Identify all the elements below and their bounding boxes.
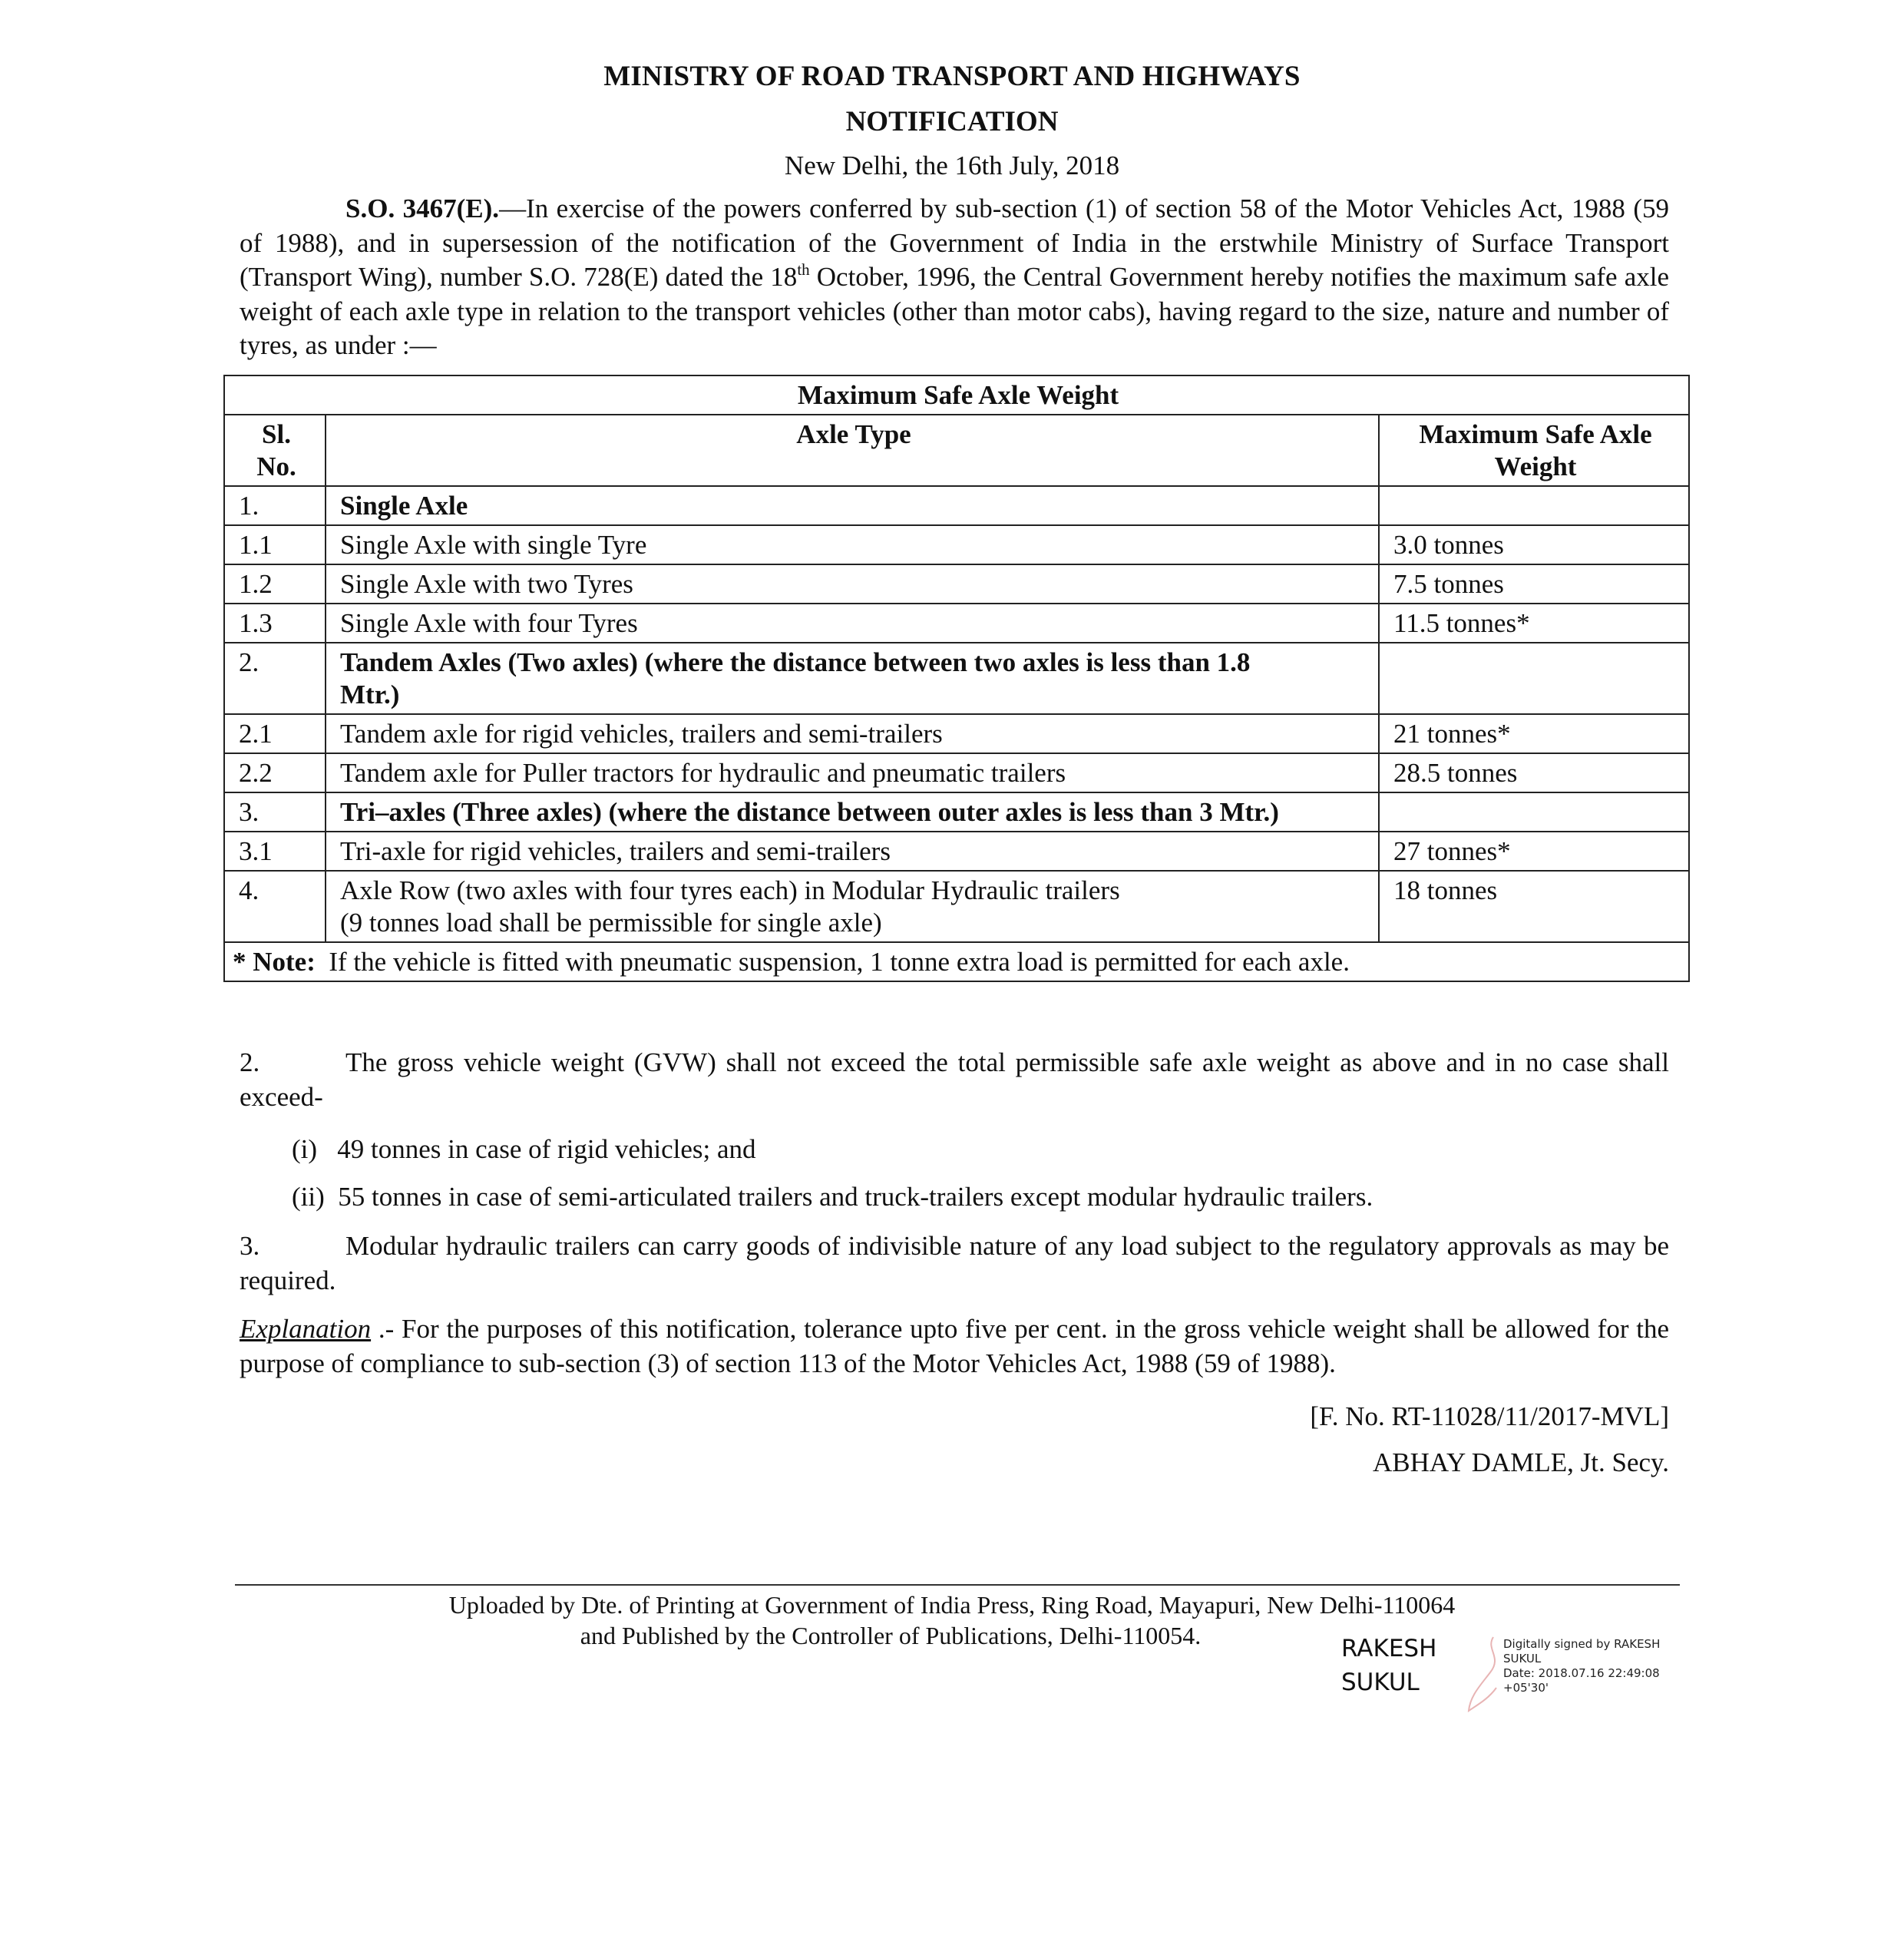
table-row: [224, 871, 1689, 942]
ministry-title: MINISTRY OF ROAD TRANSPORT AND HIGHWAYS: [603, 61, 1301, 92]
row-weight: [1379, 792, 1689, 832]
axle-weight-table: [223, 375, 1690, 982]
row-axle-type: Single Axle: [326, 486, 1379, 525]
para2-item-1: (i) 49 tonnes in case of rigid vehicles; and: [292, 1134, 756, 1164]
table-row: [224, 753, 1689, 792]
row-weight: 18 tonnes: [1379, 871, 1689, 942]
paragraph-3: [240, 1229, 1669, 1298]
row-sl: 1.1: [224, 525, 326, 564]
row-weight: 27 tonnes*: [1379, 832, 1689, 871]
table-note: [224, 942, 1689, 981]
order-number: S.O. 3467(E).: [345, 194, 500, 223]
sig-detail-2: SUKUL: [1503, 1652, 1542, 1665]
intro-paragraph: [240, 192, 1669, 363]
note-text: If the vehicle is fitted with pneumatic suspension, 1 tonne extra load is permitted for each axle.: [329, 947, 1350, 977]
footer-line-2: and Published by the Controller of Publications, Delhi-110054.: [580, 1622, 1202, 1649]
file-number: [F. No. RT-11028/11/2017-MVL]: [1310, 1401, 1669, 1431]
row-axle-type: Tandem axle for Puller tractors for hydraulic and pneumatic trailers: [326, 753, 1379, 792]
table-row: [224, 564, 1689, 604]
row-sl: 4.: [224, 871, 326, 942]
table-row: [224, 486, 1689, 525]
sig-detail-3: Date: 2018.07.16 22:49:08: [1503, 1666, 1660, 1680]
signer-name-line-2: SUKUL: [1341, 1669, 1420, 1696]
row-axle-type: Tri-axle for rigid vehicles, trailers and semi-trailers: [326, 832, 1379, 871]
intro-superscript: th: [797, 260, 810, 279]
row-sl: 3.1: [224, 832, 326, 871]
table-row: [224, 832, 1689, 871]
row-axle-type: Tandem axle for rigid vehicles, trailers and semi-trailers: [326, 714, 1379, 753]
footer-divider: [235, 1584, 1680, 1586]
digital-signature-details: [1503, 1637, 1660, 1695]
row-sl: 2.2: [224, 753, 326, 792]
intro-text-2: October, 1996, the Central Government hereby notifies the maximum safe axle weight of each axle type in relation to the transport vehicles (other than motor cabs), having regard to the size, nature and number of tyres, as under :—: [240, 262, 1669, 360]
row-axle-type: Tri–axles (Three axles) (where the distance between outer axles is less than 3 Mtr.): [326, 792, 1379, 832]
row-axle-type-line1: Axle Row (two axles with four tyres each) in Modular Hydraulic trailers: [340, 875, 1120, 905]
row-axle-type-line2: (9 tonnes load shall be permissible for single axle): [340, 908, 882, 938]
row-weight: 21 tonnes*: [1379, 714, 1689, 753]
row-axle-type: Single Axle with four Tyres: [326, 604, 1379, 643]
table-row: [224, 714, 1689, 753]
row-weight: 28.5 tonnes: [1379, 753, 1689, 792]
para2-number: 2.: [240, 1047, 260, 1077]
row-axle-type: [326, 871, 1379, 942]
row-sl: 1.2: [224, 564, 326, 604]
explanation-label: Explanation: [240, 1314, 372, 1344]
table-row: [224, 525, 1689, 564]
footer-line-1: Uploaded by Dte. of Printing at Government of India Press, Ring Road, Mayapuri, New Delhi-110064: [448, 1591, 1456, 1619]
para3-number: 3.: [240, 1231, 260, 1261]
row-sl: 2.: [224, 643, 326, 714]
dateline: New Delhi, the 16th July, 2018: [784, 151, 1120, 180]
header-max-weight: Maximum Safe Axle Weight: [1379, 415, 1689, 486]
signer-name-line-1: RAKESH: [1341, 1635, 1437, 1662]
paragraph-2: [240, 1046, 1669, 1114]
row-sl: 1.: [224, 486, 326, 525]
table-row: [224, 643, 1689, 714]
row-axle-type: Single Axle with single Tyre: [326, 525, 1379, 564]
para3-text: Modular hydraulic trailers can carry goods of indivisible nature of any load subject to the regulatory approvals as may be required.: [240, 1231, 1669, 1295]
sig-detail-4: +05'30': [1503, 1681, 1549, 1695]
para2-text: The gross vehicle weight (GVW) shall not exceed the total permissible safe axle weight as above and in no case shall exceed-: [240, 1047, 1669, 1112]
notification-heading: NOTIFICATION: [845, 106, 1059, 137]
header-sl-no: Sl. No.: [224, 415, 326, 486]
intro-text-1: —In exercise of the powers conferred by sub-section (1) of section 58 of the Motor Vehicles Act, 1988 (59 of 1988), and in supersession of the notification of the Government of India in the erstwhile Ministry of Surface Transport (Transport Wing), number S.O. 728(E) dated the 18: [240, 194, 1669, 292]
row-sl: 3.: [224, 792, 326, 832]
table-row: [224, 604, 1689, 643]
row-weight: 3.0 tonnes: [1379, 525, 1689, 564]
table-caption: Maximum Safe Axle Weight: [224, 375, 1689, 415]
signatory: ABHAY DAMLE, Jt. Secy.: [1373, 1447, 1669, 1477]
table-row: [224, 792, 1689, 832]
row-axle-type: Single Axle with two Tyres: [326, 564, 1379, 604]
note-label: * Note:: [233, 947, 316, 977]
row-axle-type: Tandem Axles (Two axles) (where the distance between two axles is less than 1.8 Mtr.): [326, 643, 1379, 714]
header-axle-type: Axle Type: [326, 415, 1379, 486]
row-weight: 7.5 tonnes: [1379, 564, 1689, 604]
explanation-text: .- For the purposes of this notification, tolerance upto five per cent. in the gross vehicle weight shall be allowed for the purpose of compliance to sub-section (3) of section 113 of the Motor Vehicles Act, 1988 (59 of 1988).: [240, 1314, 1669, 1378]
row-weight: [1379, 643, 1689, 714]
row-weight: 11.5 tonnes*: [1379, 604, 1689, 643]
para2-item-2: (ii) 55 tonnes in case of semi-articulated trailers and truck-trailers except modular hydraulic trailers.: [292, 1182, 1373, 1212]
signature-mark-icon: [1463, 1634, 1509, 1718]
row-sl: 1.3: [224, 604, 326, 643]
row-weight: [1379, 486, 1689, 525]
row-sl: 2.1: [224, 714, 326, 753]
sig-detail-1: Digitally signed by RAKESH: [1503, 1637, 1661, 1651]
explanation-paragraph: [240, 1312, 1669, 1381]
